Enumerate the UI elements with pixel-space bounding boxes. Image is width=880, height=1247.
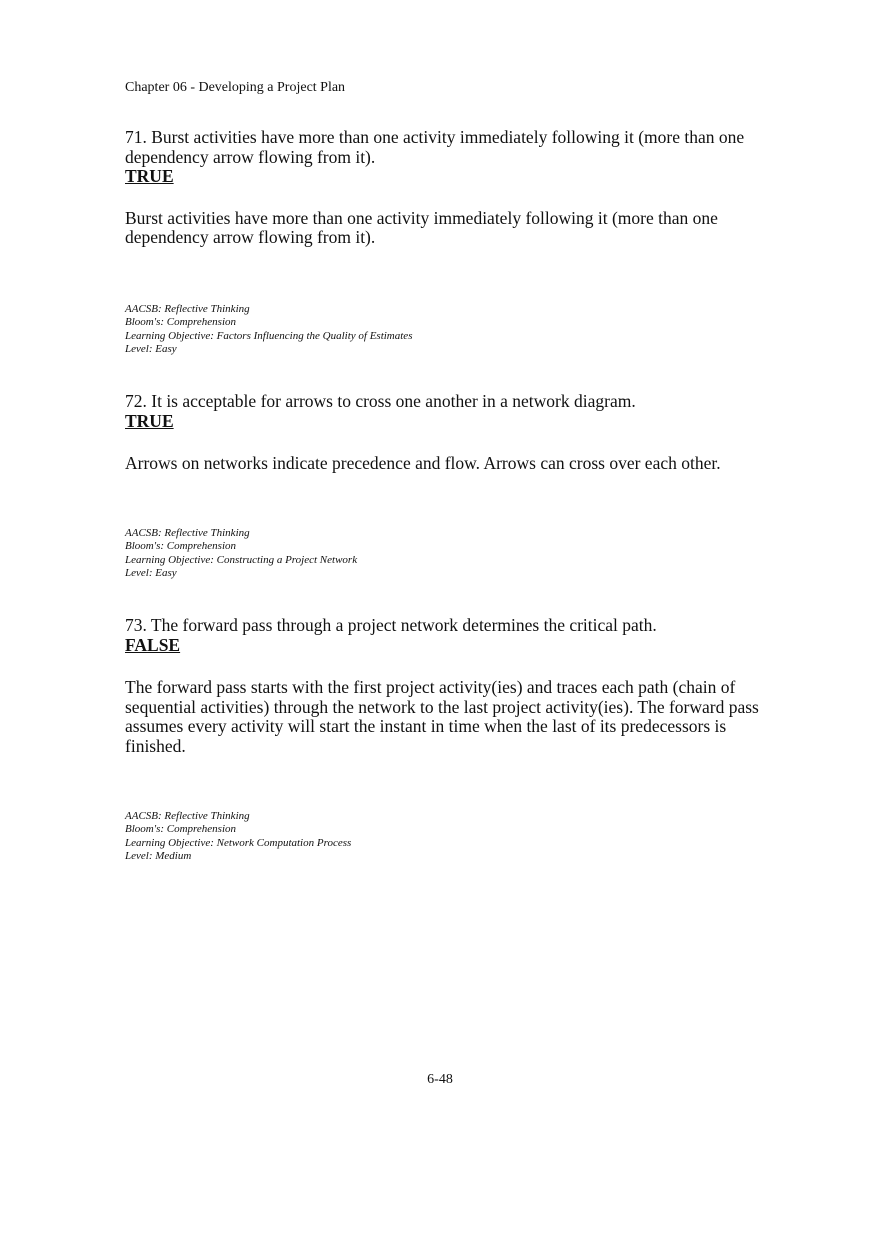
- learning-objective-tag: Learning Objective: Factors Influencing the Quality of Estimates: [125, 329, 413, 342]
- answer-label: TRUE: [125, 166, 174, 186]
- aacsb-tag: AACSB: Reflective Thinking: [125, 303, 250, 315]
- question-text: 72. It is acceptable for arrows to cross one another in a network diagram.: [125, 391, 636, 411]
- explanation-text: Arrows on networks indicate precedence and flow. Arrows can cross over each other.: [125, 453, 721, 473]
- aacsb-tag: AACSB: Reflective Thinking: [125, 810, 250, 822]
- learning-objective-tag: Learning Objective: Constructing a Project Network: [125, 553, 358, 566]
- level-tag: Level: Easy: [125, 566, 177, 579]
- page-number: 6-48: [427, 1072, 453, 1087]
- explanation-text: The forward pass starts with the first project activity(ies) and traces each path (chain of sequential activities) through the network to the last project activity(ies). The forward pass assumes every activity will start the instant in time when the last of its predecessors is finished.: [125, 677, 759, 756]
- aacsb-tag: AACSB: Reflective Thinking: [125, 527, 250, 539]
- question-block-72: [125, 392, 765, 474]
- blooms-tag: Bloom's: Comprehension: [125, 540, 237, 553]
- question-text: 71. Burst activities have more than one activity immediately following it (more than one dependency arrow flowing from it).: [125, 127, 745, 167]
- answer-label: FALSE: [125, 634, 181, 655]
- explanation-text: Burst activities have more than one activity immediately following it (more than one dependency arrow flowing from it).: [125, 207, 718, 247]
- level-tag: Level: Easy: [125, 342, 177, 355]
- answer-label: TRUE: [125, 410, 174, 431]
- question-block-73: [125, 616, 765, 756]
- blooms-tag: Bloom's: Comprehension: [125, 316, 237, 329]
- question-metadata-72: [125, 527, 765, 580]
- blooms-tag: Bloom's: Comprehension: [125, 823, 237, 836]
- learning-objective-tag: Learning Objective: Network Computation Process: [125, 836, 352, 849]
- question-block-71: [125, 128, 765, 248]
- question-metadata-73: [125, 810, 765, 863]
- level-tag: Level: Medium: [125, 849, 192, 862]
- chapter-header: Chapter 06 - Developing a Project Plan: [125, 80, 346, 95]
- question-text: 73. The forward pass through a project network determines the critical path.: [125, 615, 657, 635]
- question-metadata-71: [125, 303, 765, 356]
